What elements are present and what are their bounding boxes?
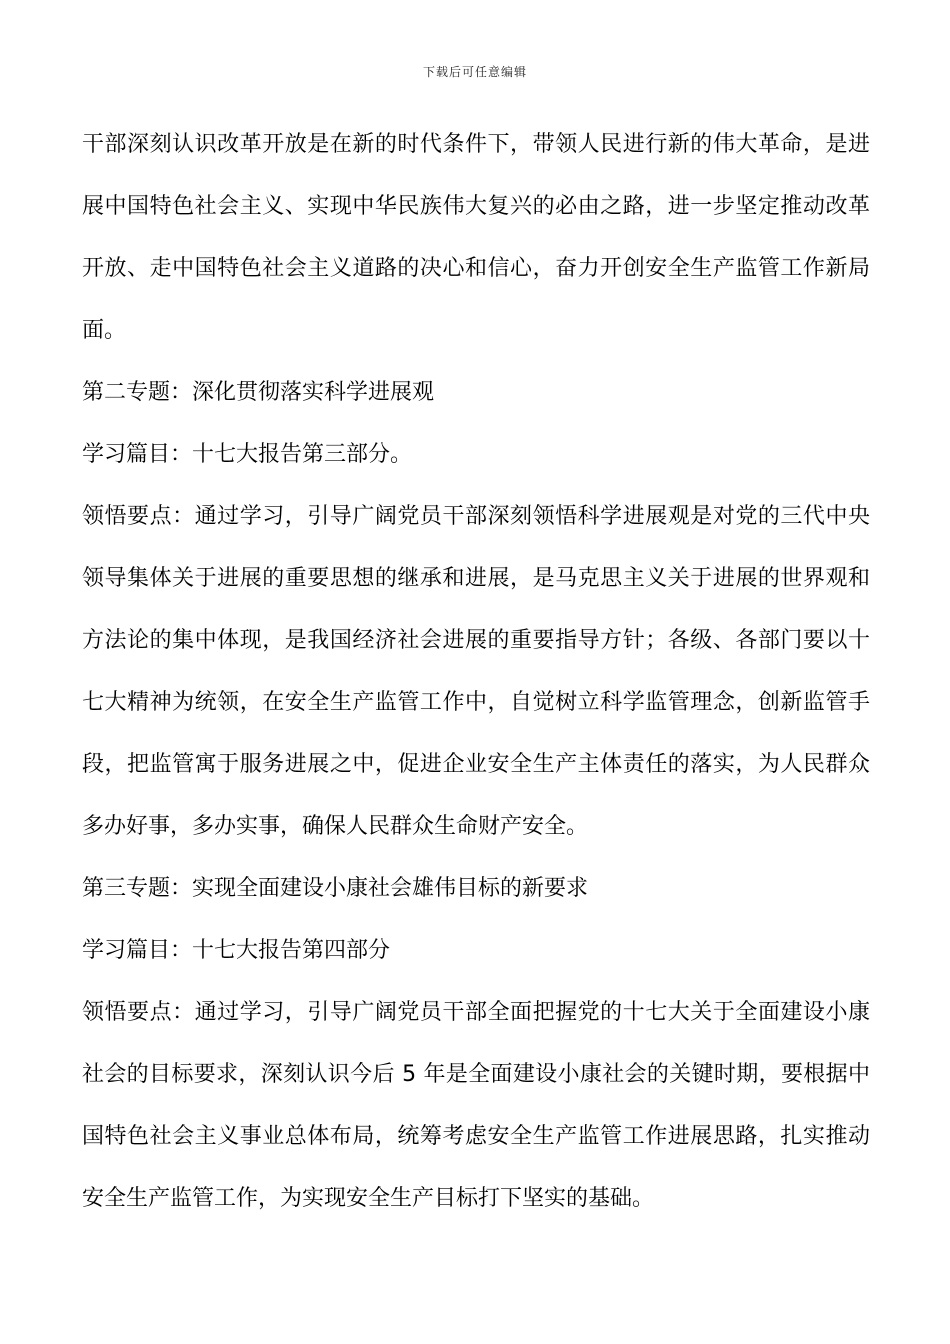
document-body <box>82 114 870 1230</box>
reading-assignment-topic-2: 学习篇目：十七大报告第三部分。 <box>82 442 413 467</box>
section-heading-topic-2: 第二专题：深化贯彻落实科学进展观 <box>82 380 435 405</box>
reading-assignment-topic-3: 学习篇目：十七大报告第四部分 <box>82 938 391 963</box>
key-points-topic-3: 领悟要点：通过学习，引导广阔党员干部全面把握党的十七大关于全面建设小康社会的目标要求，深刻认识今后 5 年是全面建设小康社会的关键时期，要根据中国特色社会主义事业总体布局，统筹考虑安全生产监管工作进展思路，扎实推动安全生产监管工作，为实现安全生产目标打下坚实的基础。 <box>82 1000 870 1211</box>
paragraph-continuation: 干部深刻认识改革开放是在新的时代条件下，带领人民进行新的伟大革命，是进展中国特色社会主义、实现中华民族伟大复兴的必由之路，进一步坚定推动改革开放、走中国特色社会主义道路的决心和信心，奋力开创安全生产监管工作新局面。 <box>82 132 870 343</box>
key-points-topic-2: 领悟要点：通过学习，引导广阔党员干部深刻领悟科学进展观是对党的三代中央领导集体关于进展的重要思想的继承和进展，是马克思主义关于进展的世界观和方法论的集中体现，是我国经济社会进展的重要指导方针；各级、各部门要以十七大精神为统领，在安全生产监管工作中，自觉树立科学监管理念，创新监管手段，把监管寓于服务进展之中，促进企业安全生产主体责任的落实，为人民群众多办好事，多办实事，确保人民群众生命财产安全。 <box>82 504 870 839</box>
page-header-note: 下载后可任意编辑 <box>422 65 527 79</box>
section-heading-topic-3: 第三专题：实现全面建设小康社会雄伟目标的新要求 <box>82 876 589 901</box>
